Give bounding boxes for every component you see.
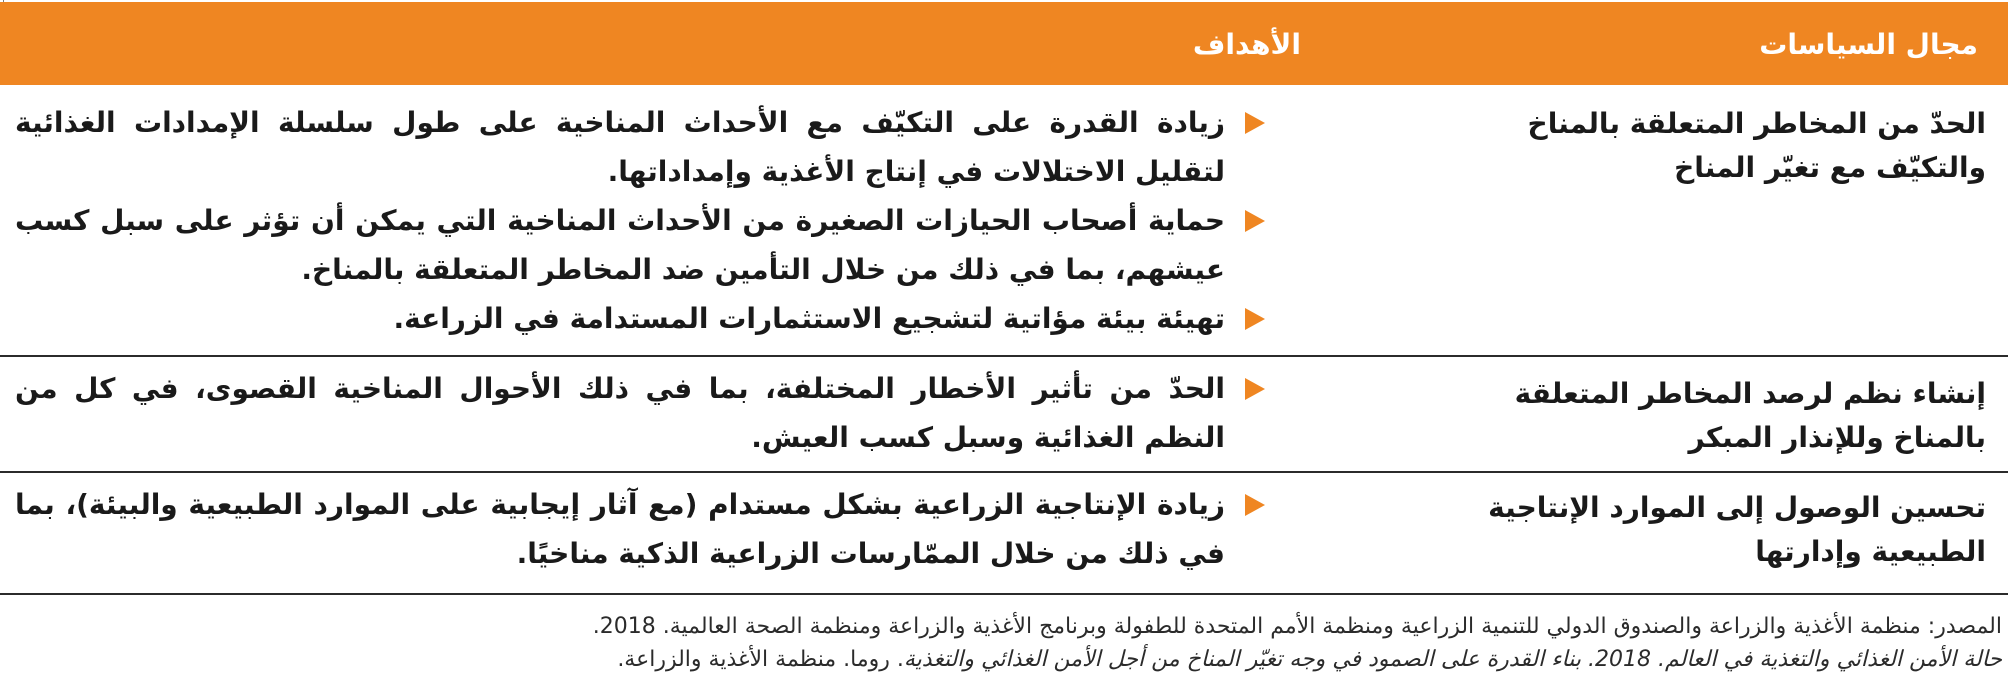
triangle-bullet-icon	[1245, 210, 1265, 232]
objective-item	[15, 98, 1265, 196]
triangle-bullet-icon	[1245, 494, 1265, 516]
triangle-bullet-icon	[1245, 112, 1265, 134]
table-header	[0, 2, 2008, 85]
header-objectives: الأهداف	[1192, 28, 1301, 61]
row-divider	[0, 355, 2008, 357]
objective-text: حماية أصحاب الحيازات الصغيرة من الأحداث المناخية التي يمكن أن تؤثر على سبل كسب عيشهم، بما في ذلك من خلال التأمين ضد المخاطر المتعلقة بالمناخ.	[15, 204, 1225, 286]
source-note	[7, 610, 2002, 676]
objectives-cell	[15, 98, 1265, 343]
objective-text: زيادة الإنتاجية الزراعية بشكل مستدام (مع آثار إيجابية على الموارد الطبيعية والبيئة)، بما في ذلك من خلال الممّارسات الزراعية الذكية مناخيًا.	[15, 488, 1225, 570]
source-publisher: . روما. منظمة الأغذية والزراعة.	[617, 647, 904, 672]
triangle-bullet-icon	[1245, 378, 1265, 400]
row-divider	[0, 471, 2008, 473]
objective-item	[15, 294, 1265, 343]
row-divider	[0, 593, 2008, 595]
source-line-2	[7, 643, 2002, 676]
objective-item	[15, 364, 1265, 462]
objective-text: تهيئة بيئة مؤاتية لتشجيع الاستثمارات المستدامة في الزراعة.	[393, 302, 1225, 335]
source-report-title: حالة الأمن الغذائي والتغذية في العالم. 2018. بناء القدرة على الصمود في وجه تغيّر المناخ من أجل الأمن الغذائي والتغذية	[903, 647, 2002, 672]
header-policy-area: مجال السياسات	[1759, 28, 1978, 61]
objective-item	[15, 196, 1265, 294]
source-line-1: المصدر: منظمة الأغذية والزراعة والصندوق الدولي للتنمية الزراعية ومنظمة الأمم المتحدة للطفولة وبرنامج الأغذية والزراعة ومنظمة الصحة العالمية. 2018.	[592, 614, 2002, 639]
policy-area-cell: تحسين الوصول إلى الموارد الإنتاجية الطبيعية وإدارتها	[1488, 491, 1986, 568]
objective-text: زيادة القدرة على التكيّف مع الأحداث المناخية على طول سلسلة الإمدادات الغذائية لتقليل الاختلالات في إنتاج الأغذية وإمداداتها.	[15, 106, 1225, 188]
objective-text: الحدّ من تأثير الأخطار المختلفة، بما في ذلك الأحوال المناخية القصوى، في كل من النظم الغذائية وسبل كسب العيش.	[15, 372, 1225, 454]
policy-area-cell: الحدّ من المخاطر المتعلقة بالمناخ والتكيّف مع تغيّر المناخ	[1527, 107, 1986, 184]
objectives-cell	[15, 480, 1265, 578]
triangle-bullet-icon	[1245, 308, 1265, 330]
objective-item	[15, 480, 1265, 578]
policy-area-cell: إنشاء نظم لرصد المخاطر المتعلقة بالمناخ وللإنذار المبكر	[1514, 377, 1986, 454]
objectives-cell	[15, 364, 1265, 462]
